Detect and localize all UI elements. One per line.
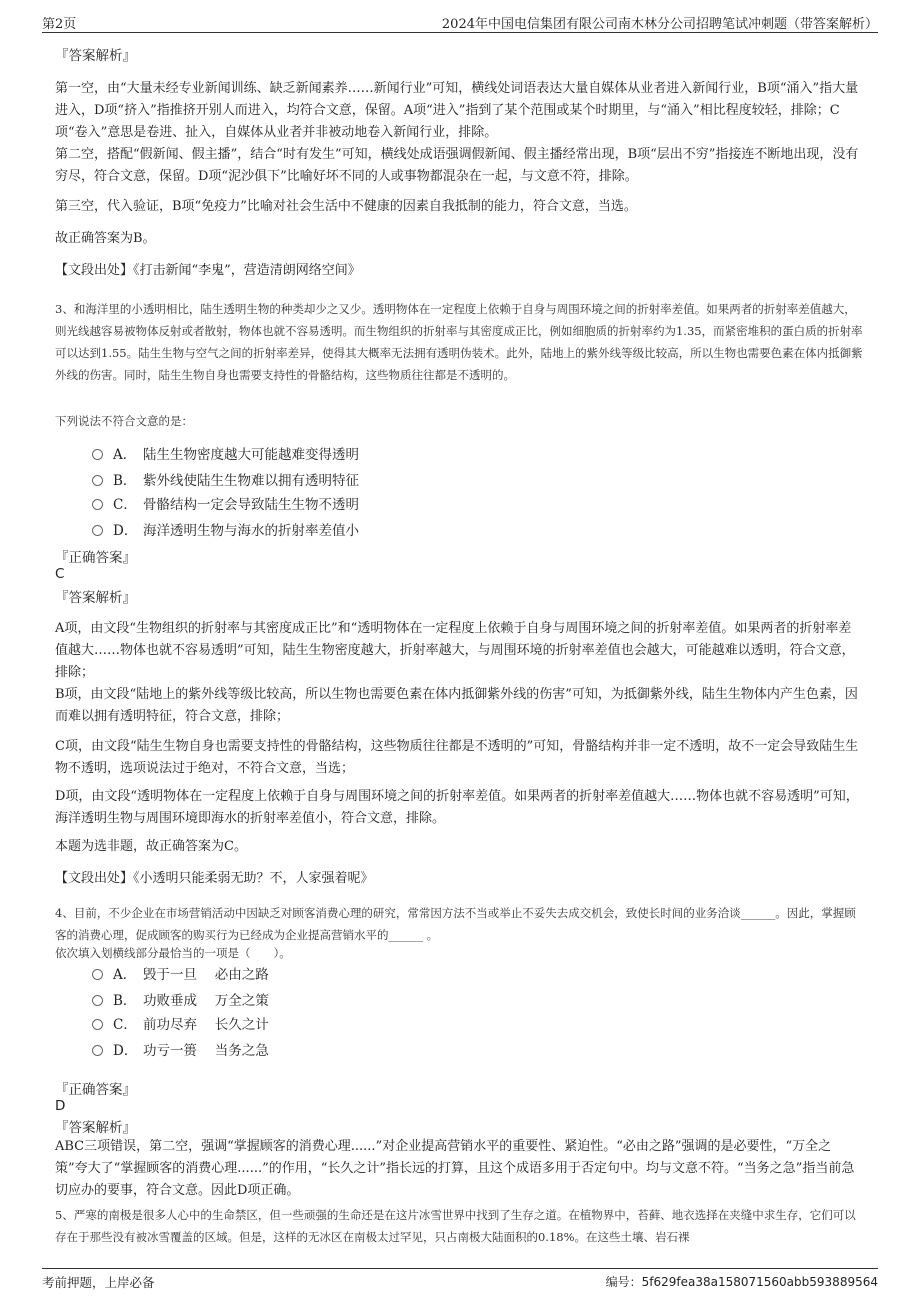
q4-option-c[interactable]: C． 前功尽弃 长久之计 <box>92 1014 269 1036</box>
q3-analysis-label: 『答案解析』 <box>55 590 136 606</box>
q2-analysis-blank3: 第三空，代入验证，B项“免疫力”比喻对社会生活中不健康的因素自我抵制的能力，符合文意，当选。 <box>55 199 637 214</box>
q2-source: 【文段出处】《打击新闻“李鬼”，营造清朗网络空间》 <box>55 263 361 278</box>
q3-answer: C <box>55 566 65 582</box>
q3-analysis-d: D项，由文段“透明物体在一定程度上依赖于自身与周围环境之间的折射率差值。如果两者的折射率差值越大……物体也就不容易透明”可知，海洋透明生物与周围环境即海水的折射率差值小，符合文意，排除。 <box>55 789 859 826</box>
q2-analysis-blank2: 第二空，搭配“假新闻、假主播”，结合“时有发生”可知，横线处成语强调假新闻、假主播经常出现，B项“层出不穷”指接连不断地出现，没有穷尽，符合文意，保留。D项“泥沙俱下”比喻好坏不同的人或事物都混杂在一起，与文意不符，排除。 <box>55 147 859 184</box>
q3-answer-label: 『正确答案』 <box>55 550 136 566</box>
q3-source: 【文段出处】《小透明只能柔弱无助？不，人家强着呢》 <box>55 871 374 886</box>
radio-icon[interactable] <box>92 499 103 510</box>
q4-answer: D <box>55 1098 66 1114</box>
q4-option-d[interactable]: D． 功亏一篑 当务之急 <box>92 1040 269 1062</box>
page-footer <box>42 1268 878 1291</box>
q3-option-a[interactable]: A． 陆生生物密度越大可能越难变得透明 <box>92 444 359 466</box>
q3-option-b[interactable]: B． 紫外线使陆生生物难以拥有透明特征 <box>92 470 359 492</box>
radio-icon[interactable] <box>92 995 103 1006</box>
radio-icon[interactable] <box>92 1019 103 1030</box>
q4-option-a[interactable]: A． 毁于一旦 必由之路 <box>92 964 269 986</box>
radio-icon[interactable] <box>92 969 103 980</box>
q3-conclusion: 本题为选非题，故正确答案为C。 <box>55 839 247 854</box>
q3-question: 下列说法不符合文意的是： <box>55 414 193 428</box>
radio-icon[interactable] <box>92 525 103 536</box>
radio-icon[interactable] <box>92 1045 103 1056</box>
q3-option-d[interactable]: D． 海洋透明生物与海水的折射率差值小 <box>92 520 359 542</box>
footer-slogan: 考前押题，上岸必备 <box>42 1275 155 1290</box>
q3-analysis-a: A项，由文段“生物组织的折射率与其密度成正比”和“透明物体在一定程度上依赖于自身与周围环境之间的折射率差值。如果两者的折射率差值越大……物体也就不容易透明”可知，陆生生物密度越大，折射率越大，与周围环境的折射率差值也会越大，可能越难以透明，符合文意，排除； <box>55 621 855 680</box>
q2-analysis-label: 『答案解析』 <box>55 48 136 64</box>
page-header <box>42 10 878 33</box>
q4-stem: 4、目前，不少企业在市场营销活动中因缺乏对顾客消费心理的研究，常常因方法不当或举止不妥失去成交机会，致使长时间的业务洽谈______。因此，掌握顾客的消费心理，促成顾客的购买行为已经成为企业提高营销水平的______ 。 <box>55 906 856 942</box>
q2-analysis-blank1: 第一空，由“大量未经专业新闻训练、缺乏新闻素养……新闻行业”可知，横线处词语表达大量自媒体从业者进入新闻行业，B项“涌入”指大量进入，D项“挤入”指推挤开别人而进入，均符合文意，保留。A项“进入”指到了某个范围或某个时期里，与“涌入”相比程度较轻，排除；C项“卷入”意思是卷进、扯入，自媒体从业者并非被动地卷入新闻行业，排除。 <box>55 81 859 140</box>
q4-analysis-label: 『答案解析』 <box>55 1120 136 1136</box>
q3-analysis-c: C项，由文段“陆生生物自身也需要支持性的骨骼结构，这些物质往往都是不透明的”可知，骨骼结构并非一定不透明，故不一定会导致陆生生物不透明，选项说法过于绝对，不符合文意，当选； <box>55 739 859 776</box>
q4-answer-label: 『正确答案』 <box>55 1082 136 1098</box>
q4-question: 依次填入划横线部分最恰当的一项是（ ）。 <box>55 946 291 960</box>
radio-icon[interactable] <box>92 475 103 486</box>
q3-stem: 3、和海洋里的小透明相比，陆生透明生物的种类却少之又少。透明物体在一定程度上依赖于自身与周围环境之间的折射率差值。如果两者的折射率差值越大，则光线越容易被物体反射或者散射，物体也就不容易透明。而生物组织的折射率与其密度成正比，例如细胞质的折射率约为1.35，而紧密堆积的蛋白质的折射率可以达到1.55。陆生生物与空气之间的折射率差异，使得其大概率无法拥有透明伪装术。此外，陆地上的紫外线等级比较高，所以生物也需要色素在体内抵御紫外线的伤害。同时，陆生生物自身也需要支持性的骨骼结构，这些物质往往都是不透明的。 <box>55 302 863 382</box>
document-id: 编号：5f629fea38a158071560abb593889564 <box>605 1275 878 1289</box>
q4-analysis: ABC三项错误，第二空，强调“掌握顾客的消费心理......”对企业提高营销水平的重要性、紧迫性。“必由之路”强调的是必要性，“万全之策”夸大了“掌握顾客的消费心理......”的作用，“长久之计”指长远的打算，且这个成语多用于否定句中。均与文意不符。“当务之急”指当前急切应办的要事，符合文意。因此D项正确。 <box>55 1139 855 1198</box>
q2-conclusion: 故正确答案为B。 <box>55 231 156 246</box>
q3-analysis-b: B项，由文段“陆地上的紫外线等级比较高，所以生物也需要色素在体内抵御紫外线的伤害”可知，为抵御紫外线，陆生生物体内产生色素，因而难以拥有透明特征，符合文意，排除； <box>55 687 858 724</box>
q4-option-b[interactable]: B． 功败垂成 万全之策 <box>92 990 269 1012</box>
document-title: 2024年中国电信集团有限公司南木林分公司招聘笔试冲刺题（带答案解析） <box>441 17 878 32</box>
radio-icon[interactable] <box>92 449 103 460</box>
q3-option-c[interactable]: C． 骨骼结构一定会导致陆生生物不透明 <box>92 494 359 516</box>
q5-stem: 5、严寒的南极是很多人心中的生命禁区，但一些顽强的生命还是在这片冰雪世界中找到了生存之道。在植物界中，苔藓、地衣选择在夹缝中求生存，它们可以存在于那些没有被冰雪覆盖的区域。但是，这样的无冰区在南极太过罕见，只占南极大陆面积的0.18%。在这些土壤、岩石裸 <box>55 1208 856 1244</box>
page-number: 第2页 <box>42 17 77 32</box>
